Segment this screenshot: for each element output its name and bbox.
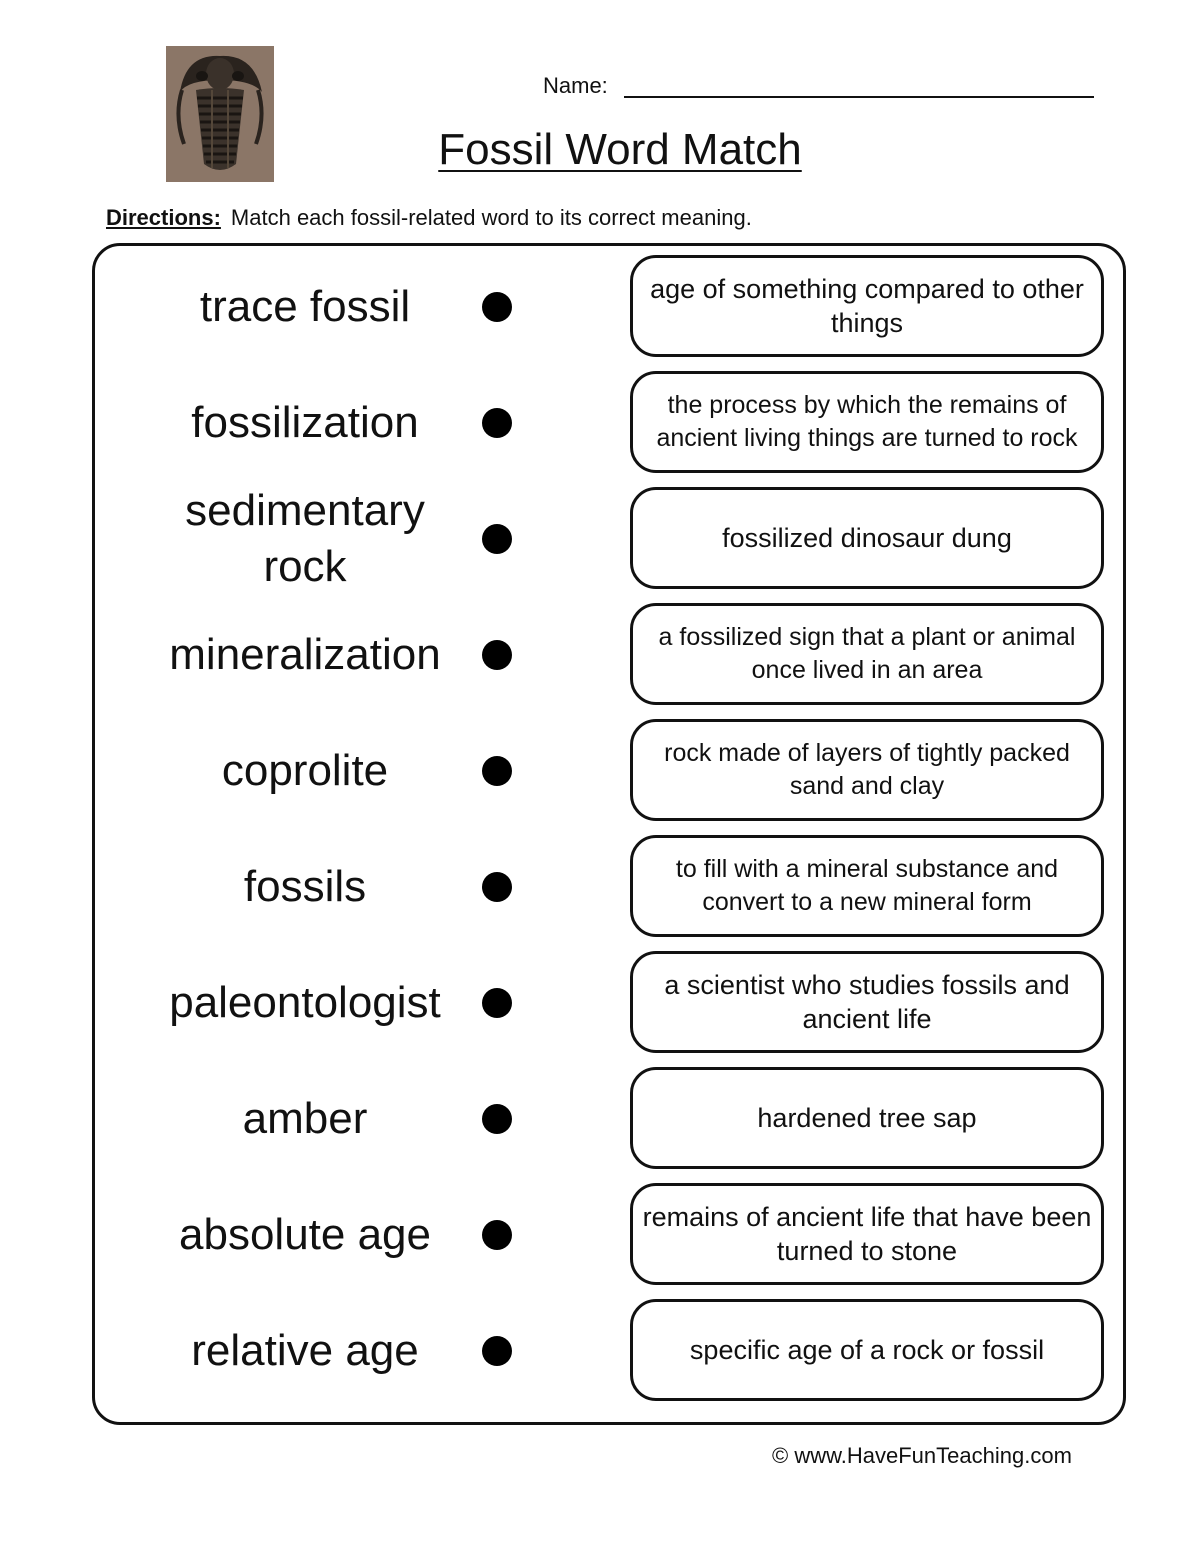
connector-dot[interactable] — [482, 1220, 512, 1250]
connector-dot[interactable] — [482, 872, 512, 902]
definition-box[interactable]: the process by which the remains of ancient living things are turned to rock — [630, 371, 1104, 473]
connector-dot[interactable] — [482, 1336, 512, 1366]
term: relative age — [191, 1326, 419, 1375]
match-row — [0, 945, 1200, 1061]
term: trace fossil — [199, 282, 411, 331]
term: absolute age — [179, 1210, 431, 1259]
term: sedimentary rock — [185, 486, 425, 591]
definition-box[interactable]: a scientist who studies fossils and ancient life — [630, 951, 1104, 1053]
directions-label: Directions: — [106, 205, 221, 230]
page-title: Fossil Word Match — [438, 125, 802, 174]
term: fossils — [243, 862, 367, 911]
term: paleontologist — [169, 978, 441, 1027]
name-blank-line[interactable] — [624, 96, 1094, 98]
connector-dot[interactable] — [482, 988, 512, 1018]
definition-box[interactable]: rock made of layers of tightly packed sand and clay — [630, 719, 1104, 821]
connector-dot[interactable] — [482, 524, 512, 554]
term: fossilization — [191, 398, 419, 447]
match-row — [0, 829, 1200, 945]
copyright-footer: © www.HaveFunTeaching.com — [772, 1443, 1072, 1468]
connector-dot[interactable] — [482, 756, 512, 786]
term: mineralization — [169, 630, 441, 679]
connector-dot[interactable] — [482, 292, 512, 322]
match-row — [0, 481, 1200, 597]
definition-box[interactable]: a fossilized sign that a plant or animal once lived in an area — [630, 603, 1104, 705]
definition-box[interactable]: specific age of a rock or fossil — [630, 1299, 1104, 1401]
term: coprolite — [221, 746, 389, 795]
match-row — [0, 1293, 1200, 1409]
definition-box[interactable]: to fill with a mineral substance and convert to a new mineral form — [630, 835, 1104, 937]
directions-text: Match each fossil-related word to its correct meaning. — [230, 205, 752, 230]
name-field[interactable] — [543, 72, 1103, 102]
definition-box[interactable]: hardened tree sap — [630, 1067, 1104, 1169]
connector-dot[interactable] — [482, 640, 512, 670]
match-row — [0, 249, 1200, 365]
definition-box[interactable]: fossilized dinosaur dung — [630, 487, 1104, 589]
connector-dot[interactable] — [482, 408, 512, 438]
connector-dot[interactable] — [482, 1104, 512, 1134]
match-row — [0, 713, 1200, 829]
directions — [106, 204, 752, 232]
definition-box[interactable]: age of something compared to other things — [630, 255, 1104, 357]
term: amber — [242, 1094, 368, 1143]
match-row — [0, 597, 1200, 713]
match-row — [0, 1061, 1200, 1177]
match-row — [0, 365, 1200, 481]
definition-box[interactable]: remains of ancient life that have been turned to stone — [630, 1183, 1104, 1285]
name-label: Name: — [543, 73, 608, 98]
match-row — [0, 1177, 1200, 1293]
